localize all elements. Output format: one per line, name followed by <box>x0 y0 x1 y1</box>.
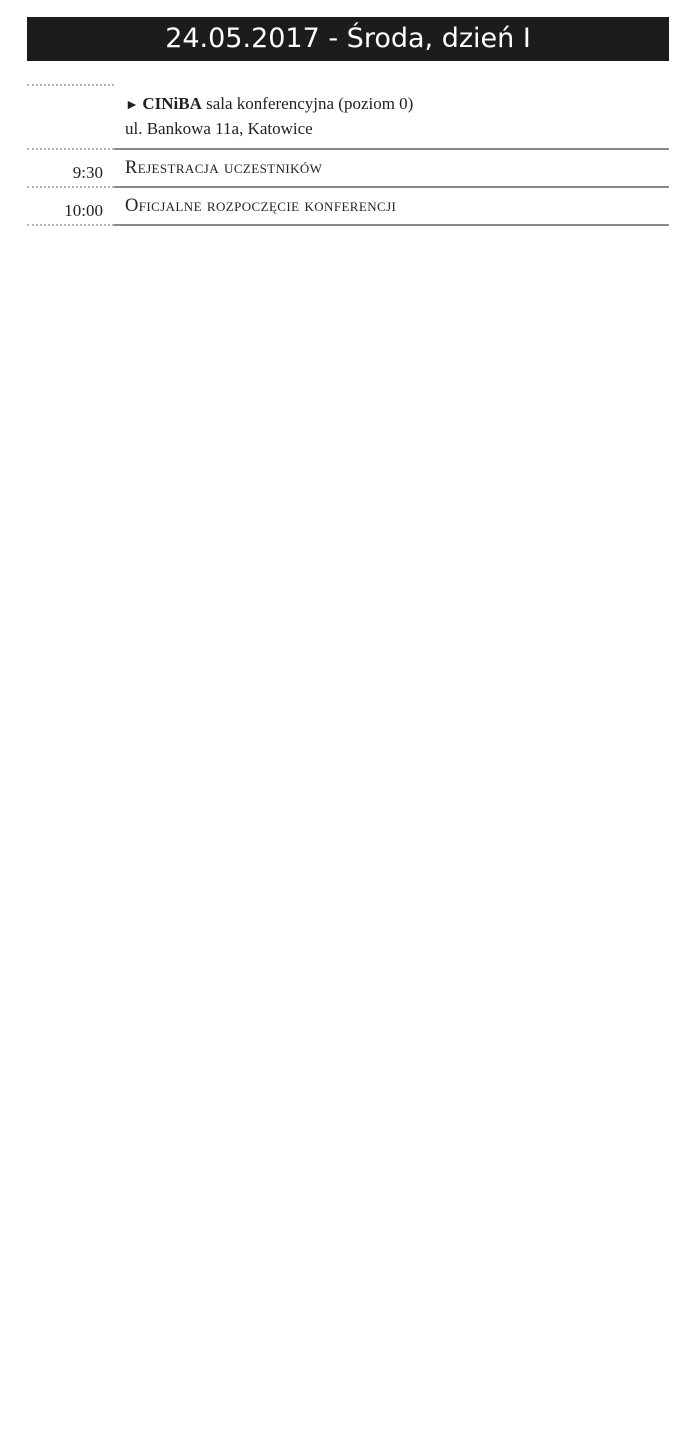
venue-address-line <box>125 117 670 141</box>
session-line <box>125 192 670 221</box>
row-divider <box>114 224 669 226</box>
session-title: Oficjalne rozpoczęcie konferencji <box>125 196 397 216</box>
row-divider <box>114 148 669 150</box>
row-divider <box>27 148 114 150</box>
venue-line <box>125 92 670 118</box>
schedule <box>27 0 669 1447</box>
row-divider <box>27 224 114 226</box>
time-label: 10:00 <box>64 201 103 220</box>
venue-name: CINiBA <box>142 94 202 113</box>
session-title: Rejestracja uczestników <box>125 158 323 178</box>
row-divider <box>27 186 114 188</box>
session-line <box>125 154 670 183</box>
row-divider <box>114 186 669 188</box>
day-title: 24.05.2017 - Środa, dzień I <box>165 23 531 54</box>
arrow-icon: ► <box>125 98 143 113</box>
venue-room: sala konferencyjna (poziom 0) <box>201 94 414 113</box>
venue-address: ul. Bankowa 11a, Katowice <box>125 119 313 138</box>
row-divider <box>27 84 114 86</box>
time-label: 9:30 <box>72 163 103 182</box>
